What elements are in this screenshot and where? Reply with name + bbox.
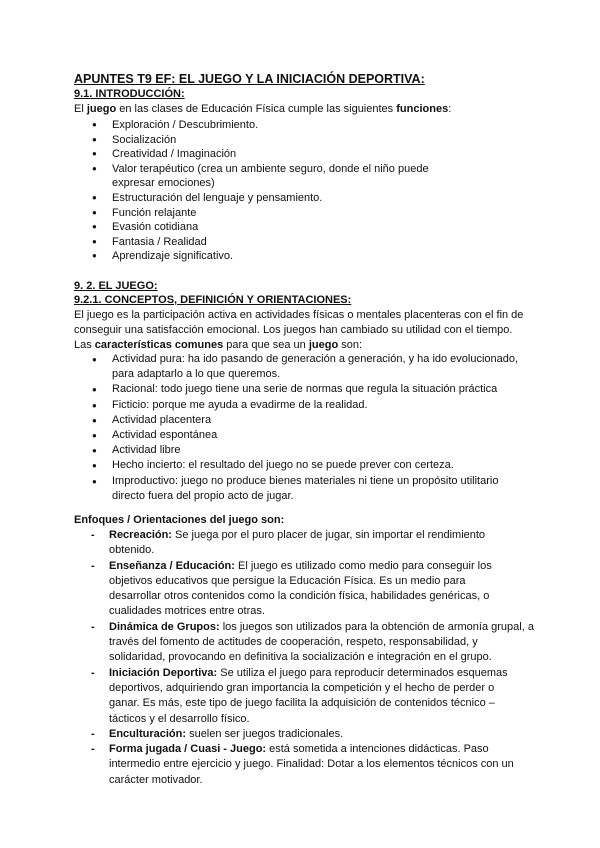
section-heading-introduccion: 9.1. INTRODUCCIÓN: (74, 88, 185, 100)
list-item (90, 666, 519, 727)
list-item: ● Actividad placentera (92, 413, 542, 428)
list-item (90, 742, 529, 788)
list-item (90, 528, 519, 559)
document-title: APUNTES T9 EF: EL JUEGO Y LA INICIACIÓN DEPORTIVA: (74, 72, 425, 86)
list-item: ● Socialización (92, 133, 512, 148)
intro-text-b: juego (86, 103, 117, 115)
intro-text-c: en las clases de Educación Física cumple las siguientes (116, 103, 397, 115)
enfoques-list (90, 528, 534, 788)
definition-line-2: conseguir una satisfacción emocional. Los juegos han cambiado su utilidad con el tiempo. (74, 324, 513, 336)
enfoque-text: Se utiliza el juego para reproducir determinados esquemas deportivos, adquiriendo gran importancia la competición y el hecho de perder o ganar. Es más, este tipo de juego facilita la adquisición de contenidos técnico – tácticos y el desarrollo físico. (109, 666, 508, 725)
enfoque-text: Se juega por el puro placer de jugar, sin importar el rendimiento obtenido. (109, 529, 486, 557)
list-item: ● Actividad espontánea (92, 428, 542, 443)
enfoque-term: Iniciación Deportiva: (109, 666, 218, 679)
enfoque-term: Forma jugada / Cuasi - Juego: (109, 743, 267, 756)
funciones-list (92, 118, 512, 264)
section-heading-el-juego: 9. 2. EL JUEGO: (74, 280, 158, 292)
intro-text-e: : (448, 103, 452, 115)
list-item: ● Actividad pura: ha ido pasando de generación a generación, y ha ido evolucionado, para adaptarlo a lo que queremos. (92, 352, 542, 382)
list-item: ● Función relajante (92, 206, 512, 221)
list-item: ● Actividad libre (92, 443, 542, 458)
list-item: ● Improductivo: juego no produce bienes materiales ni tiene un propósito utilitario directo fuera del propio acto de jugar. (92, 474, 512, 504)
list-item: ● Fantasia / Realidad (92, 235, 512, 250)
car-text-b: características comunes (94, 339, 224, 351)
list-item: ● Exploración / Descubrimiento. (92, 118, 512, 133)
list-item: ● Racional: todo juego tiene una serie de normas que regula la situación práctica (92, 382, 542, 397)
car-text-d: juego (308, 339, 339, 351)
list-item: ● Estructuración del lenguaje y pensamiento. (92, 191, 512, 206)
list-item (90, 559, 519, 620)
list-item: ● Ficticio: porque me ayuda a evadirme de la realidad. (92, 398, 542, 413)
car-text-e: son: (338, 339, 363, 351)
enfoque-term: Dinámica de Grupos: (109, 620, 220, 633)
car-text-c: para que sea un (223, 339, 309, 351)
enfoque-term: Enseñanza / Educación: (109, 559, 235, 572)
car-text-a: Las (74, 339, 95, 351)
enfoque-term: Enculturación: (109, 727, 187, 740)
enfoque-term: Recreación: (109, 529, 172, 541)
intro-sentence (74, 102, 451, 117)
enfoques-heading: Enfoques / Orientaciones del juego son: (74, 514, 285, 526)
enfoque-text: suelen ser juegos tradicionales. (186, 727, 344, 740)
enfoque-text: los juegos son utilizados para la obtención de armonía grupal, a través del fomento de actitudes de cooperación, respeto, responsabilidad, y solidaridad, provocando en definitiva la socialización e integración en el grupo. (109, 620, 534, 664)
intro-text-a: El (74, 103, 87, 115)
list-item: ● Creatividad / Imaginación (92, 147, 512, 162)
definition-line-1: El juego es la participación activa en actividades físicas o mentales placenteras con el fin de (74, 309, 524, 321)
list-item: ● Aprendizaje significativo. (92, 249, 512, 264)
list-item (90, 620, 534, 666)
subsection-heading-conceptos: 9.2.1. CONCEPTOS, DEFINICIÓN Y ORIENTACIONES: (74, 294, 352, 306)
enfoque-text: está sometida a intenciones didácticas. Paso intermedio entre ejercicio y juego. Finalidad: Dotar a los elementos técnicos con un carácter motivador. (109, 743, 514, 786)
caracteristicas-list (92, 352, 542, 504)
list-item: ● Hecho incierto: el resultado del juego no se puede prever con certeza. (92, 458, 542, 473)
enfoque-text: El juego es utilizado como medio para conseguir los objetivos educativos que persigue la Educación Física. Es un medio para desarrollar otros contenidos como la condición física, habilidades genéricas, o cualidades motrices entre otras. (109, 559, 492, 618)
list-item: ● Valor terapéutico (crea un ambiente seguro, donde el niño puede expresar emociones) (92, 162, 472, 191)
intro-text-d: funciones (396, 103, 449, 115)
list-item: ● Evasión cotidiana (92, 220, 512, 235)
caracteristicas-intro (74, 338, 362, 353)
list-item (90, 727, 519, 742)
